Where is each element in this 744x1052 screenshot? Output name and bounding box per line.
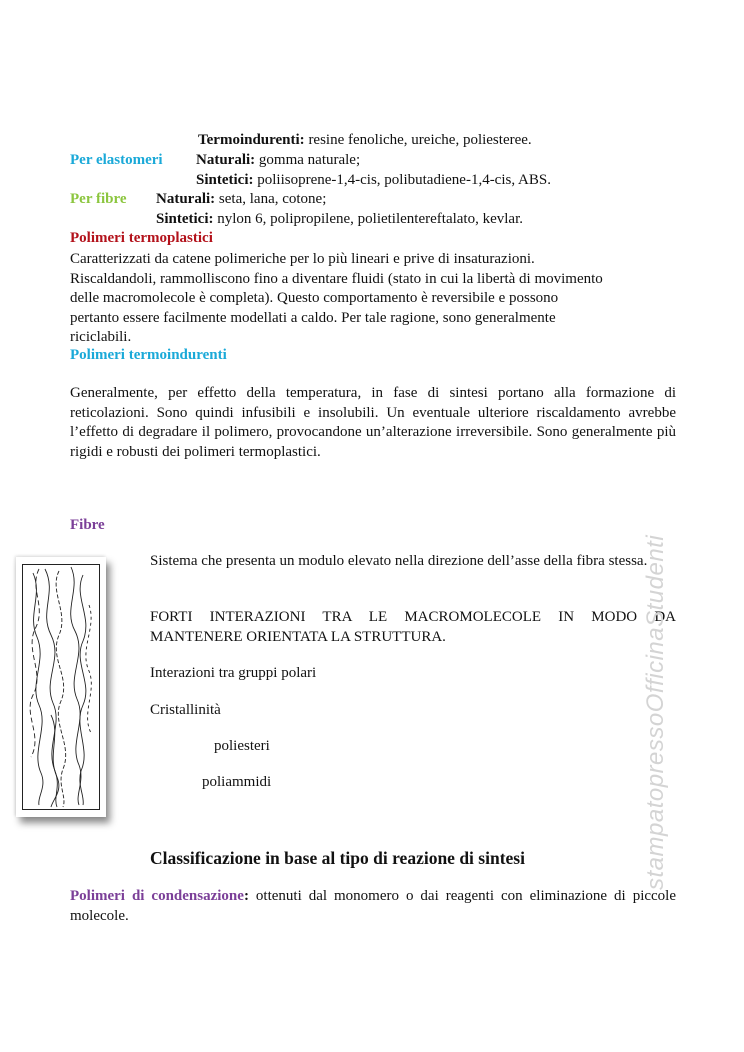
elastomeri-naturali-line [196, 152, 360, 169]
termoindurenti-line [198, 132, 532, 149]
fibre-naturali-text: seta, lana, cotone; [215, 191, 327, 207]
termoplastici-line: delle macromolecole è completa). Questo comportamento è reversibile e possono [70, 290, 559, 306]
termoindurenti-title: Polimeri termoindurenti [70, 347, 227, 363]
fibre-sintetici-line [156, 211, 523, 228]
fibre-paragraph-2: FORTI INTERAZIONI TRA LE MACROMOLECOLE IN MODO DA MANTENERE ORIENTATA LA STRUTTURA. [150, 609, 676, 645]
fibre-paragraph-4: Cristallinità [150, 702, 221, 718]
fiber-illustration-frame [22, 564, 100, 810]
condensazione-label: Polimeri di condensazione [70, 888, 244, 904]
fibre-sintetici-text: nylon 6, polipropilene, polietilentereftalato, kevlar. [213, 211, 523, 227]
fibre-naturali-line [156, 191, 326, 208]
fibre-paragraph-3: Interazioni tra gruppi polari [150, 665, 317, 681]
termoindurenti-text: resine fenoliche, ureiche, poliesteree. [304, 132, 532, 148]
watermark-text: stampatopressoOfficinaStudenti [642, 534, 669, 890]
fibre-example-poliesteri: poliesteri [214, 738, 270, 754]
termoplastici-line: Riscaldandoli, rammolliscono fino a diventare fluidi (stato in cui la libertà di movimento [70, 270, 603, 287]
fibre-example-poliammidi: poliammidi [202, 774, 272, 790]
elastomeri-naturali-label: Naturali: [196, 152, 256, 168]
fibre-sintetici-label: Sintetici: [156, 211, 214, 227]
fibre-header: Per fibre [70, 191, 127, 207]
termoplastici-title: Polimeri termoplastici [70, 230, 213, 246]
termoplastici-line: riciclabili. [70, 329, 132, 345]
condensazione-paragraph [70, 887, 676, 926]
fibre-paragraph-1: Sistema che presenta un modulo elevato nella direzione dell’asse della fibra stessa. [150, 553, 648, 569]
elastomeri-header: Per elastomeri [70, 152, 163, 168]
sintesi-heading: Classificazione in base al tipo di reazione di sintesi [150, 848, 525, 868]
fiber-strands-icon [23, 565, 99, 809]
fiber-illustration [16, 557, 106, 817]
elastomeri-sintetici-text: poliisoprene-1,4-cis, polibutadiene-1,4-cis, ABS. [253, 172, 551, 188]
fibre-naturali-label: Naturali: [156, 191, 216, 207]
fibre-title: Fibre [70, 517, 105, 533]
termoplastici-line: Caratterizzati da catene polimeriche per lo più lineari e prive di insaturazioni. [70, 251, 535, 267]
elastomeri-sintetici-label: Sintetici: [196, 172, 254, 188]
termoindurenti-paragraph: Generalmente, per effetto della temperatura, in fase di sintesi portano alla formazione di reticolazioni. Sono quindi infusibili e insolubili. Un eventuale ulteriore riscaldamento avrebbe l’effetto di degradare il polimero, provocandone un’alterazione irreversibile. Sono generalmente più rigidi e robusti dei polimeri termoplastici. [70, 385, 676, 460]
elastomeri-naturali-text: gomma naturale; [255, 152, 361, 168]
termoindurenti-label: Termoindurenti: [198, 132, 305, 148]
condensazione-colon: : [243, 888, 249, 904]
termoplastici-paragraph [70, 250, 676, 348]
termoplastici-line: pertanto essere facilmente modellati a caldo. Per tale ragione, sono generalmente [70, 309, 556, 326]
elastomeri-sintetici-line [196, 172, 551, 189]
condensazione-text: ottenuti dal monomero o dai reagenti con eliminazione di piccole molecole. [70, 888, 676, 924]
